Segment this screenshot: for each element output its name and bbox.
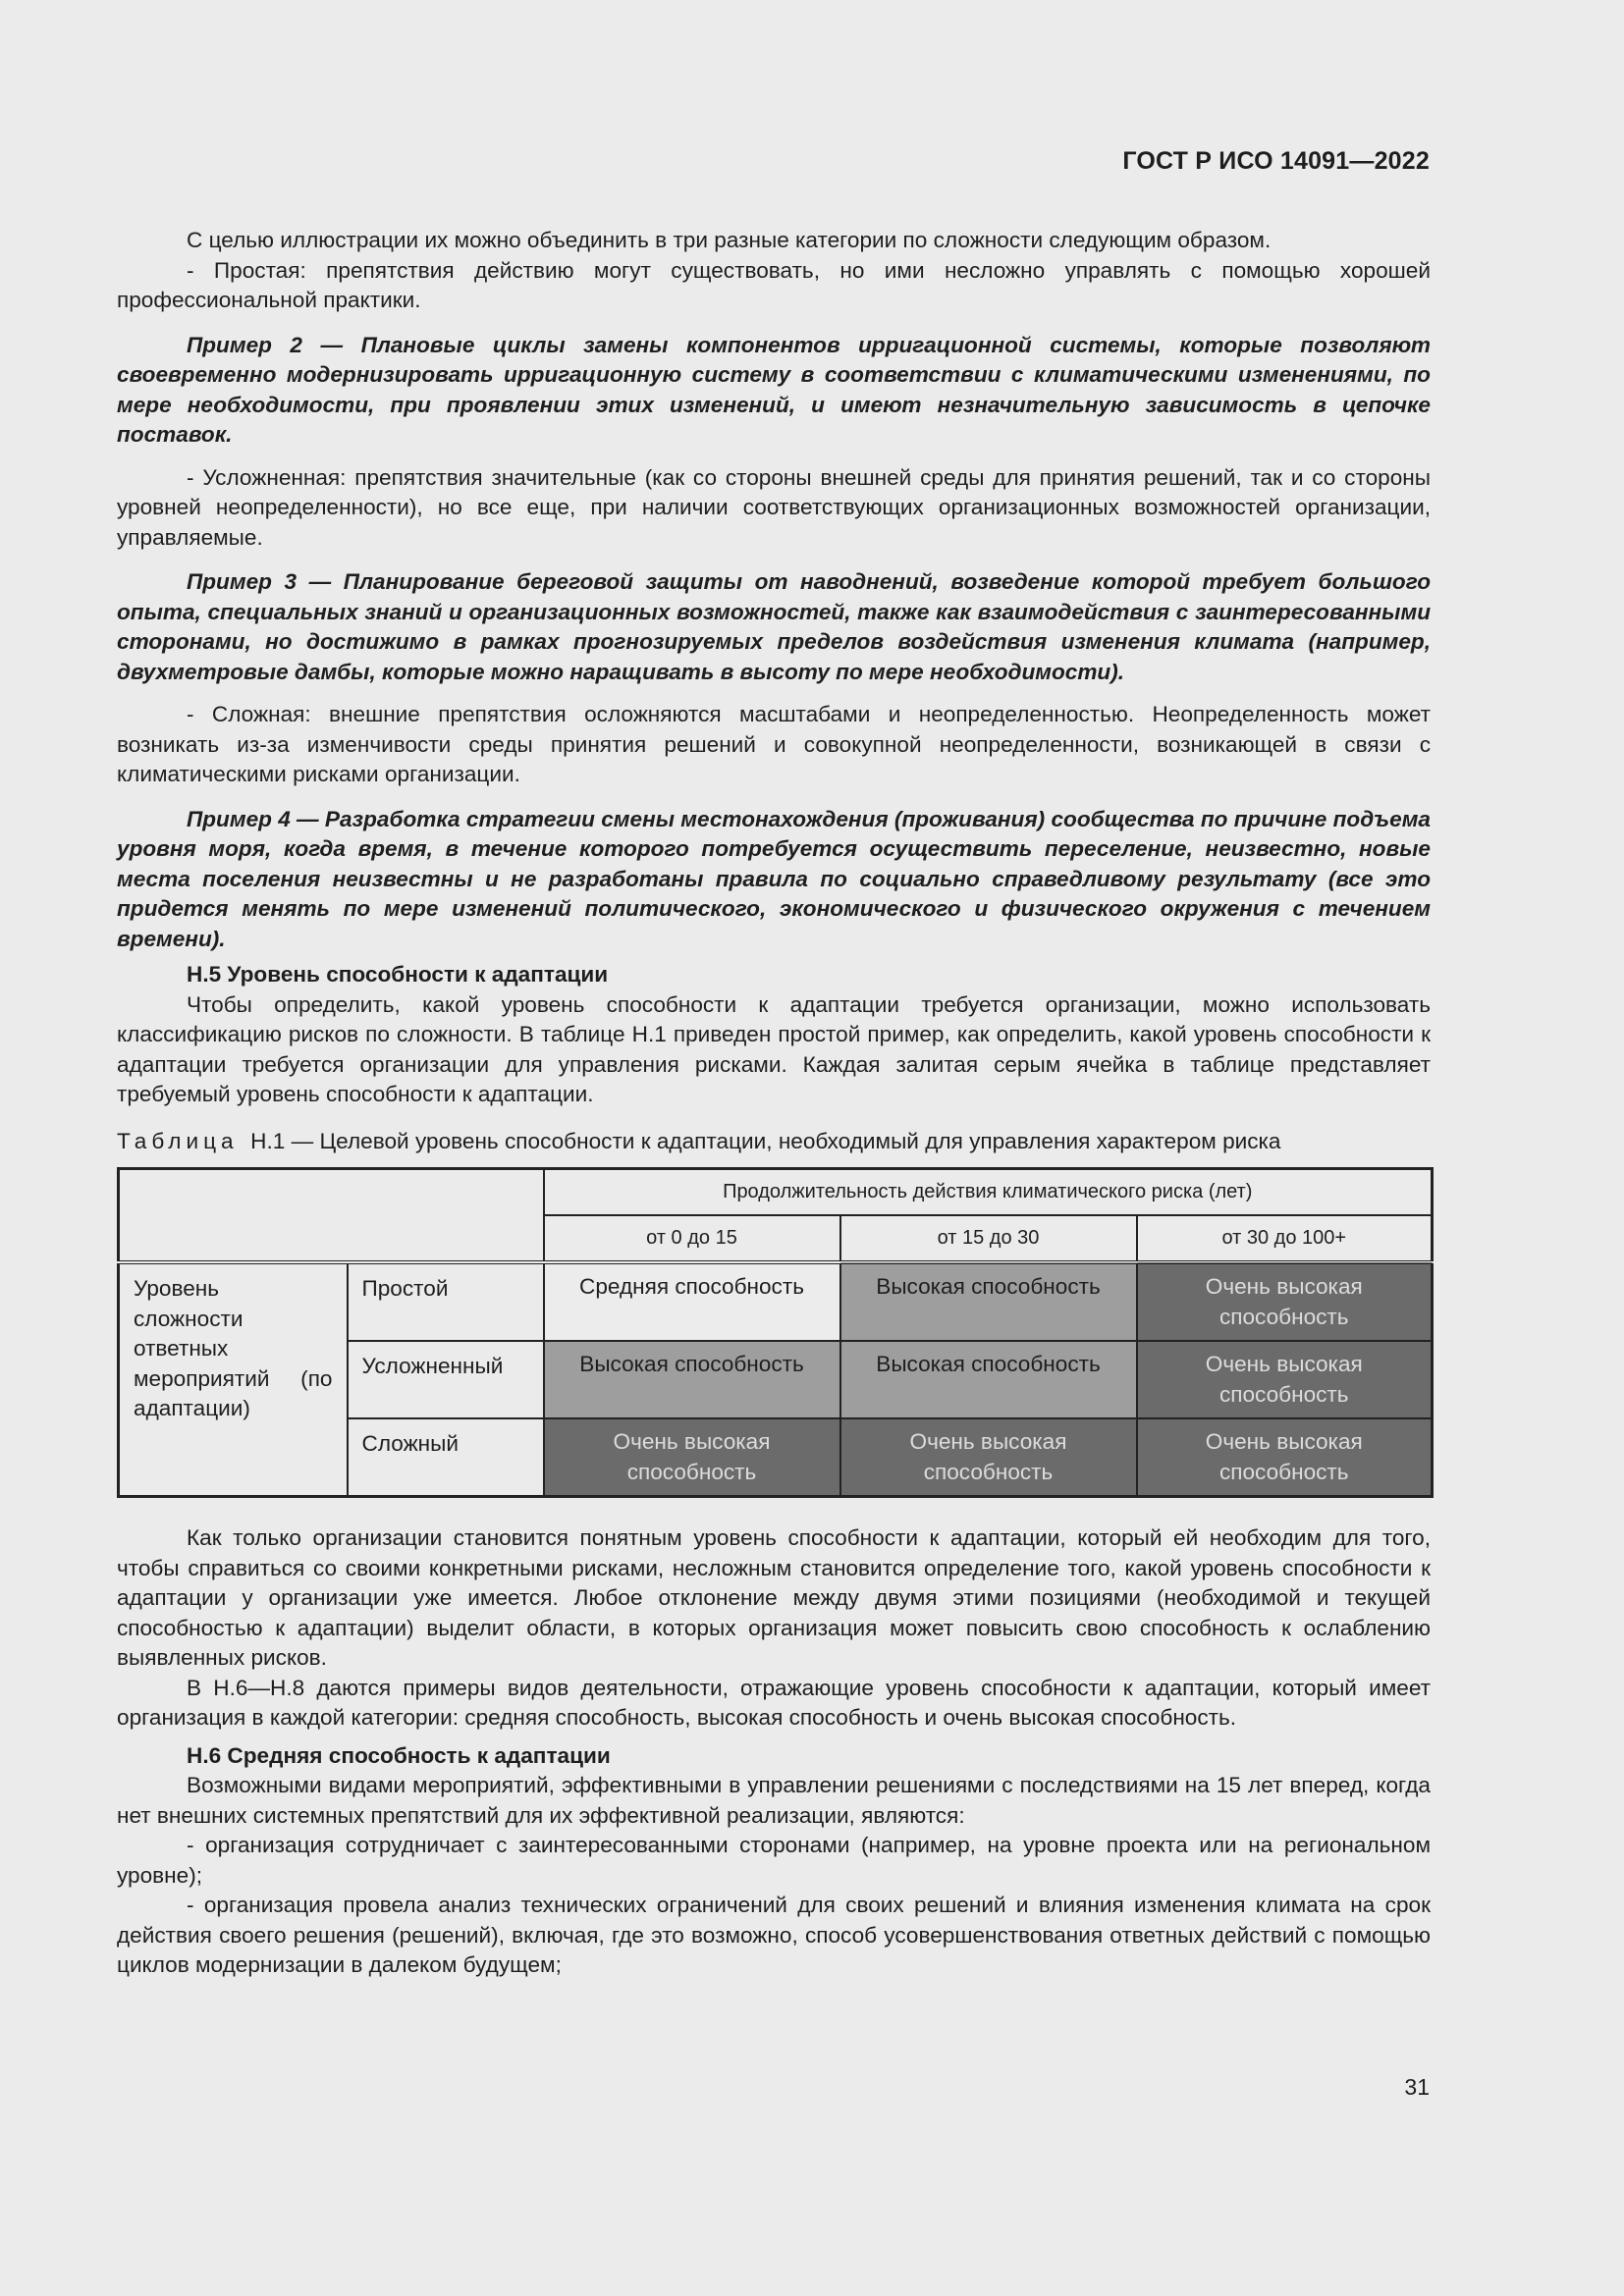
column-header: от 15 до 30 (840, 1215, 1137, 1262)
example-2: Пример 2 — Плановые циклы замены компонентов ирригационной системы, которые позволяют своевременно модернизировать ирригационную систему в соответствии с климатическими изменениями, по мере необходимости, при проявлении этих изменений, и имеют незначительную зависимость в цепочке поставок. (117, 332, 1431, 447)
row-level: Сложный (348, 1418, 544, 1497)
paragraph: - организация сотрудничает с заинтересованными сторонами (например, на уровне проекта или на региональном уровне); (117, 1833, 1431, 1888)
row-level: Простой (348, 1262, 544, 1341)
table-caption (117, 1127, 1431, 1157)
duration-header: Продолжительность действия климатического риска (лет) (544, 1169, 1433, 1216)
paragraph: - организация провела анализ технических ограничений для своих решений и влияния изменения климата на срок действия своего решения (решений), включая, где это возможно, способ усовершенствования ответных действий с помощью циклов модернизации в далеком будущем; (117, 1893, 1431, 1977)
column-header: от 0 до 15 (544, 1215, 840, 1262)
paragraph: Возможными видами мероприятий, эффективными в управлении решениями с последствиями на 15 лет вперед, когда нет внешних системных препятствий для их эффективной реализации, являются: (117, 1773, 1431, 1828)
table-cell: Очень высокая способность (840, 1418, 1137, 1497)
section-heading-h6: Н.6 Средняя способность к адаптации (187, 1742, 611, 1768)
table-cell: Очень высокая способность (1137, 1262, 1433, 1341)
table-empty-corner (119, 1169, 544, 1263)
table-cell: Очень высокая способность (1137, 1418, 1433, 1497)
document-header: ГОСТ Р ИСО 14091—2022 (1122, 147, 1430, 175)
table-caption-text: Н.1 — Целевой уровень способности к адаптации, необходимый для управления характером риска (250, 1128, 1281, 1153)
paragraph: В Н.6—Н.8 даются примеры видов деятельности, отражающие уровень способности к адаптации, который имеет организация в каждой категории: средняя способность, высокая способность и очень высокая способность. (117, 1675, 1431, 1730)
paragraph: Чтобы определить, какой уровень способности к адаптации требуется организации, можно использовать классификацию рисков по сложности. В таблице Н.1 приведен простой пример, как определить, какой уровень способности к адаптации требуется организации для управления рисками. Каждая залитая серым ячейка в таблице представляет требуемый уровень способности к адаптации. (117, 991, 1431, 1106)
table-cell: Высокая способность (840, 1262, 1137, 1341)
paragraph: - Сложная: внешние препятствия осложняются масштабами и неопределенностью. Неопределенность может возникать из-за изменчивости среды принятия решений и совокупной неопределенности, возникающей в связи с климатическими рисками организации. (117, 702, 1431, 786)
capacity-table (117, 1167, 1434, 1498)
paragraph: - Простая: препятствия действию могут существовать, но ими несложно управлять с помощью хорошей профессиональной практики. (117, 257, 1431, 312)
row-group-header: Уровень сложности ответных мероприятий (по адаптации) (119, 1262, 348, 1497)
table-cell: Высокая способность (544, 1341, 840, 1418)
column-header: от 30 до 100+ (1137, 1215, 1433, 1262)
table-cell: Высокая способность (840, 1341, 1137, 1418)
page-number: 31 (1404, 2074, 1430, 2100)
paragraph: - Усложненная: препятствия значительные (как со стороны внешней среды для принятия решений, так и со стороны уровней неопределенности), но все еще, при наличии соответствующих организационных возможностей организации, управляемые. (117, 464, 1431, 550)
paragraph: Как только организации становится понятным уровень способности к адаптации, который ей необходим для того, чтобы справиться со своими конкретными рисками, несложным становится определение того, какой уровень способности к адаптации у организации уже имеется. Любое отклонение между двумя этими позициями (необходимой и текущей способностью к адаптации) выделит области, в которых организация может повысить свою способность к ослаблению выявленных рисков. (117, 1525, 1431, 1670)
table-cell: Очень высокая способность (544, 1418, 840, 1497)
paragraph: С целью иллюстрации их можно объединить в три разные категории по сложности следующим образом. (187, 228, 1272, 252)
table-cell: Средняя способность (544, 1262, 840, 1341)
example-4: Пример 4 — Разработка стратегии смены местонахождения (проживания) сообщества по причине подъема уровня моря, когда время, в течение которого потребуется осуществить переселение, неизвестно, новые места поселения неизвестны и не разработаны правила по социально справедливому результату (все это придется менять по мере изменений политического, экономического и физического окружения с течением времени). (117, 806, 1431, 951)
table-caption-label: Таблица (117, 1128, 239, 1153)
table-cell: Очень высокая способность (1137, 1341, 1433, 1418)
page-body (117, 226, 1431, 1981)
row-level: Усложненный (348, 1341, 544, 1418)
example-3: Пример 3 — Планирование береговой защиты от наводнений, возведение которой требует большого опыта, специальных знаний и организационных возможностей, также как взаимодействия с заинтересованными сторонами, но достижимо в рамках прогнозируемых пределов воздействия изменения климата (например, двухметровые дамбы, которые можно наращивать в высоту по мере необходимости). (117, 569, 1431, 684)
section-heading-h5: Н.5 Уровень способности к адаптации (187, 962, 609, 987)
